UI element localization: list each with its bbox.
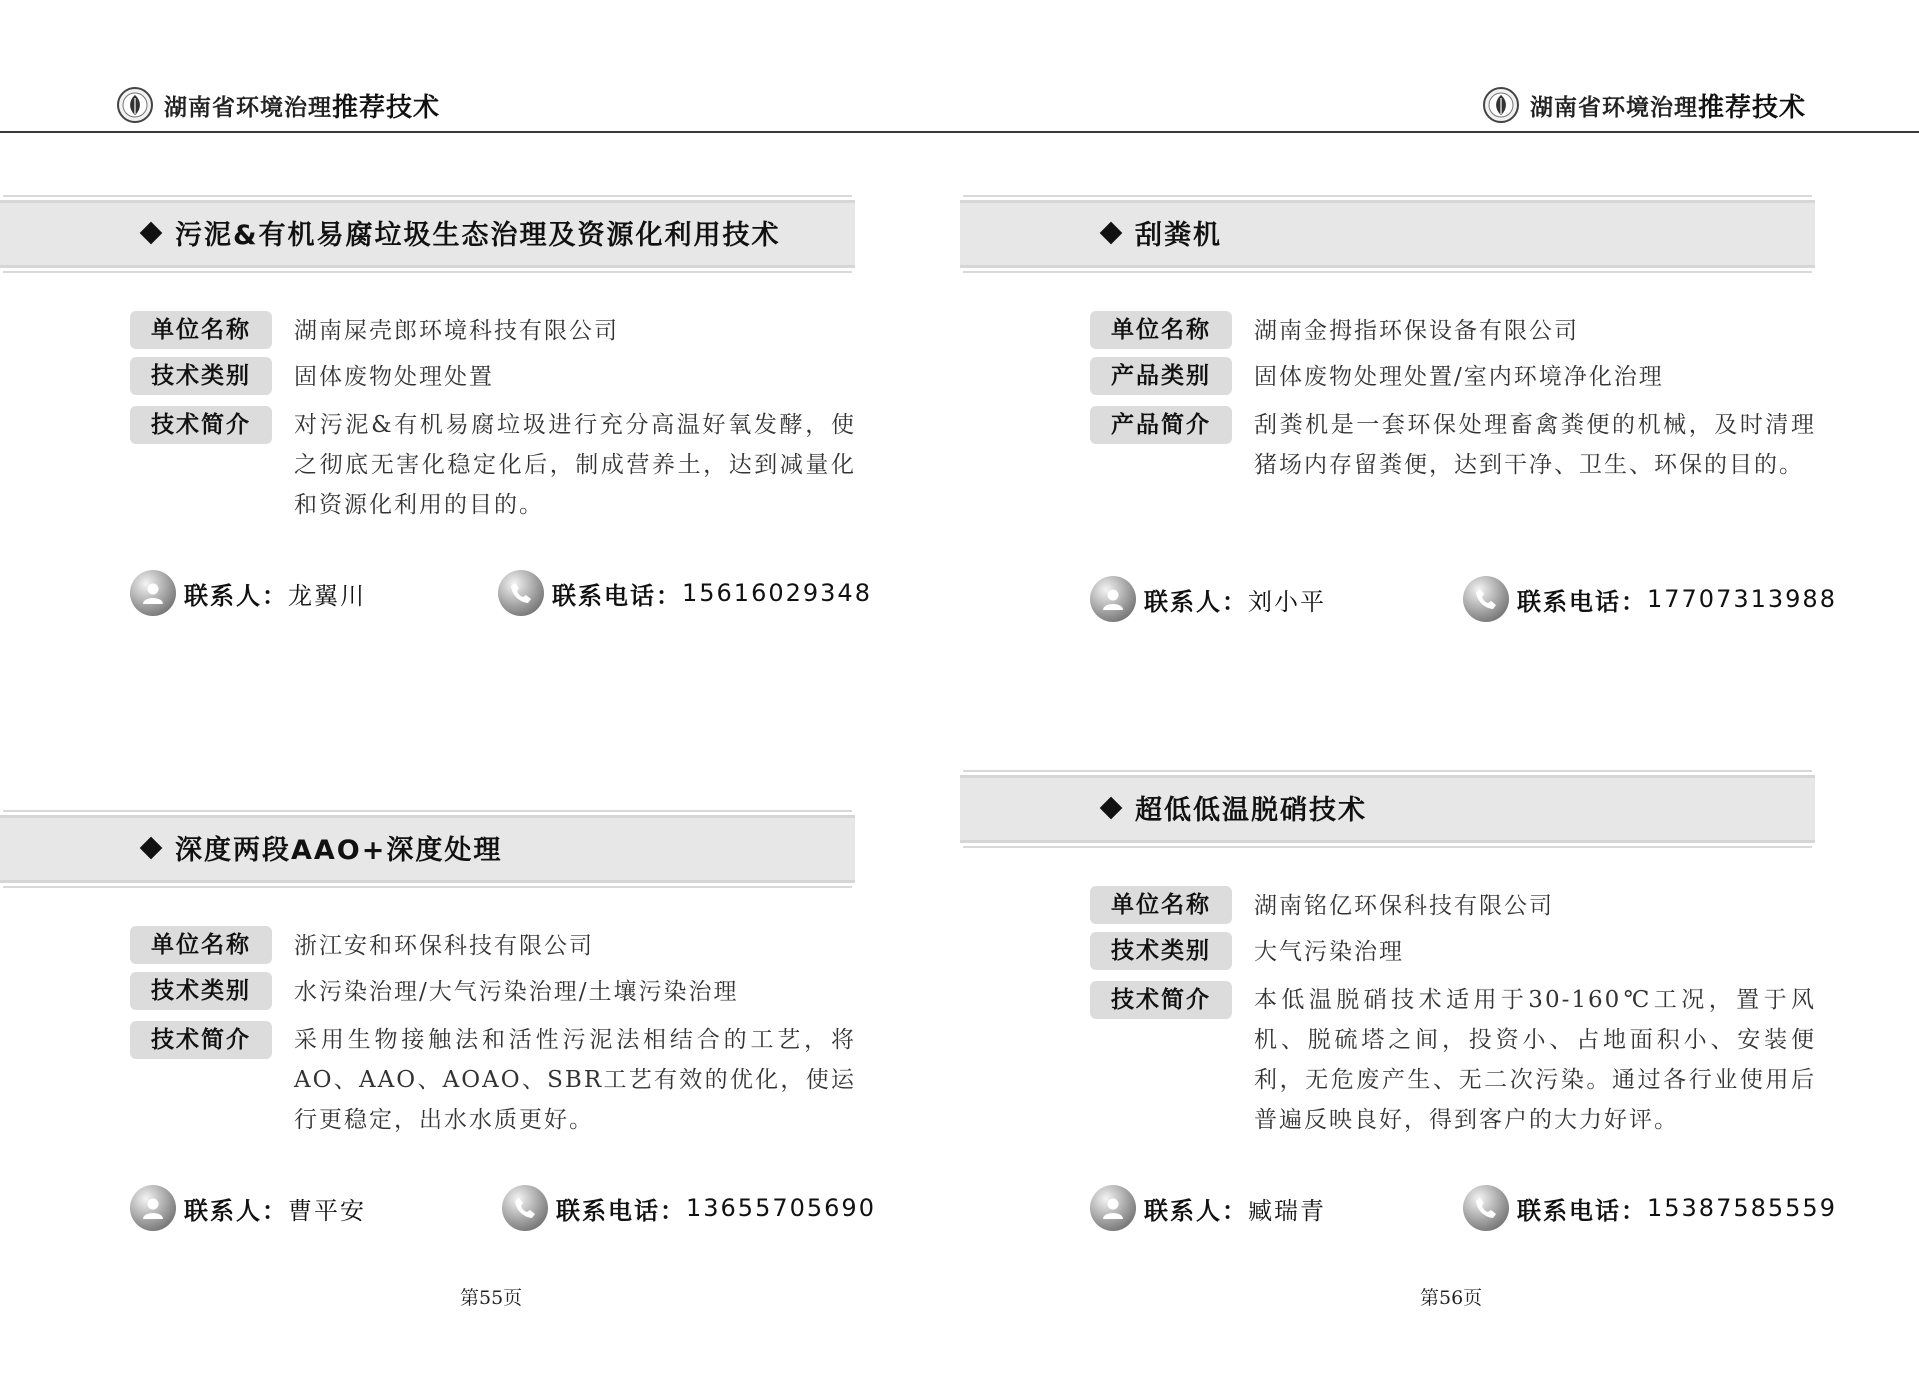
- card-title-text: 超低低温脱硝技术: [1135, 795, 1367, 826]
- info-row: [130, 357, 860, 397]
- row-label: 单位名称: [1090, 311, 1232, 349]
- page-number-right: 第56页: [1420, 1287, 1483, 1309]
- phone-icon: [1463, 1185, 1509, 1231]
- row-value: 本低温脱硝技术适用于30-160℃工况，置于风机、脱硫塔之间，投资小、占地面积小、安装便利，无危废产生、无二次污染。通过各行业使用后普遍反映良好，得到客户的大力好评。: [1254, 987, 1816, 1133]
- row-label: 技术简介: [130, 1021, 272, 1059]
- contact-label: 联系人：: [184, 1196, 288, 1225]
- header-left: [116, 86, 440, 124]
- phone-number: 13655705690: [686, 1194, 876, 1222]
- header-title-part1: 湖南省环境治理: [1530, 93, 1698, 121]
- phone-icon: [498, 570, 544, 616]
- contact-phone: [498, 570, 872, 616]
- row-value: 浙江安和环保科技有限公司: [294, 933, 594, 959]
- contact-label: 联系人：: [184, 581, 288, 610]
- phone-label: 联系电话：: [552, 581, 682, 610]
- contact-phone: [502, 1185, 876, 1231]
- row-label: 产品类别: [1090, 357, 1232, 395]
- card-title: [143, 828, 502, 867]
- diamond-bullet-icon: [1100, 221, 1123, 244]
- card-title-text: 刮粪机: [1135, 220, 1222, 251]
- contact-person: [130, 570, 366, 616]
- phone-number: 15387585559: [1647, 1194, 1837, 1222]
- tech-card: [960, 200, 1837, 630]
- header-rule: [0, 131, 1919, 133]
- row-label: 技术类别: [130, 972, 272, 1010]
- diamond-bullet-icon: [140, 836, 163, 859]
- info-row: [130, 926, 860, 966]
- row-value: 对污泥&有机易腐垃圾进行充分高温好氧发酵，使之彻底无害化稳定化后，制成营养土，达到减量化和资源化利用的目的。: [294, 412, 856, 518]
- row-label: 单位名称: [1090, 886, 1232, 924]
- contact-name: 龙翼川: [288, 581, 366, 610]
- phone-label: 联系电话：: [556, 1196, 686, 1225]
- diamond-bullet-icon: [1100, 796, 1123, 819]
- contact-name: 曹平安: [288, 1196, 366, 1225]
- info-row: [130, 1021, 860, 1140]
- person-icon: [130, 1185, 176, 1231]
- row-value: 水污染治理/大气污染治理/土壤污染治理: [294, 979, 739, 1005]
- tech-card: [0, 200, 872, 630]
- phone-number: 17707313988: [1647, 585, 1837, 613]
- info-row: [1090, 932, 1820, 972]
- row-label: 技术简介: [130, 406, 272, 444]
- info-row: [130, 406, 860, 525]
- info-row: [1090, 357, 1820, 397]
- header-title-part2: 推荐技术: [1698, 92, 1807, 123]
- info-row: [1090, 886, 1820, 926]
- phone-label: 联系电话：: [1517, 1196, 1647, 1225]
- contact-name: 臧瑞青: [1248, 1196, 1326, 1225]
- info-row: [1090, 981, 1820, 1140]
- card-title-text: 深度两段AAO+深度处理: [175, 835, 503, 866]
- row-value: 采用生物接触法和活性污泥法相结合的工艺，将AO、AAO、AOAO、SBR工艺有效的优化，使运行更稳定，出水水质更好。: [294, 1027, 856, 1133]
- row-value: 刮粪机是一套环保处理畜禽粪便的机械，及时清理猪场内存留粪便，达到干净、卫生、环保的目的。: [1254, 412, 1816, 478]
- header-title-part1: 湖南省环境治理: [164, 93, 332, 121]
- info-row: [130, 972, 860, 1012]
- row-value: 湖南金拇指环保设备有限公司: [1254, 318, 1579, 344]
- phone-number: 15616029348: [682, 579, 872, 607]
- row-label: 技术简介: [1090, 981, 1232, 1019]
- info-row: [1090, 406, 1820, 485]
- row-value: 湖南屎壳郎环境科技有限公司: [294, 318, 619, 344]
- header-title-part2: 推荐技术: [332, 92, 441, 123]
- contact-label: 联系人：: [1144, 1196, 1248, 1225]
- card-title: [1103, 213, 1222, 252]
- row-label: 技术类别: [130, 357, 272, 395]
- contact-phone: [1463, 1185, 1837, 1231]
- card-title: [143, 213, 781, 252]
- contact-label: 联系人：: [1144, 587, 1248, 616]
- row-value: 固体废物处理处置/室内环境净化治理: [1254, 364, 1664, 390]
- row-value: 湖南铭亿环保科技有限公司: [1254, 893, 1554, 919]
- row-label: 产品简介: [1090, 406, 1232, 444]
- row-value: 固体废物处理处置: [294, 364, 494, 390]
- contact-person: [1090, 576, 1326, 622]
- card-title-bar: [960, 200, 1815, 268]
- diamond-bullet-icon: [140, 221, 163, 244]
- card-title-text: 污泥&有机易腐垃圾生态治理及资源化利用技术: [175, 220, 781, 251]
- tech-card: [0, 815, 876, 1245]
- row-label: 单位名称: [130, 311, 272, 349]
- page-number-left: 第55页: [460, 1287, 523, 1309]
- phone-label: 联系电话：: [1517, 587, 1647, 616]
- contact-name: 刘小平: [1248, 587, 1326, 616]
- person-icon: [1090, 1185, 1136, 1231]
- info-row: [130, 311, 860, 351]
- header-right: [1482, 86, 1806, 124]
- person-icon: [1090, 576, 1136, 622]
- contact-person: [1090, 1185, 1326, 1231]
- card-title: [1103, 788, 1367, 827]
- phone-icon: [1463, 576, 1509, 622]
- row-value: 大气污染治理: [1254, 939, 1404, 965]
- row-label: 单位名称: [130, 926, 272, 964]
- leaf-logo-icon: [116, 86, 154, 124]
- phone-icon: [502, 1185, 548, 1231]
- contact-person: [130, 1185, 366, 1231]
- info-row: [1090, 311, 1820, 351]
- card-title-bar: [960, 775, 1815, 843]
- contact-phone: [1463, 576, 1837, 622]
- row-label: 技术类别: [1090, 932, 1232, 970]
- tech-card: [960, 775, 1837, 1245]
- leaf-logo-icon: [1482, 86, 1520, 124]
- person-icon: [130, 570, 176, 616]
